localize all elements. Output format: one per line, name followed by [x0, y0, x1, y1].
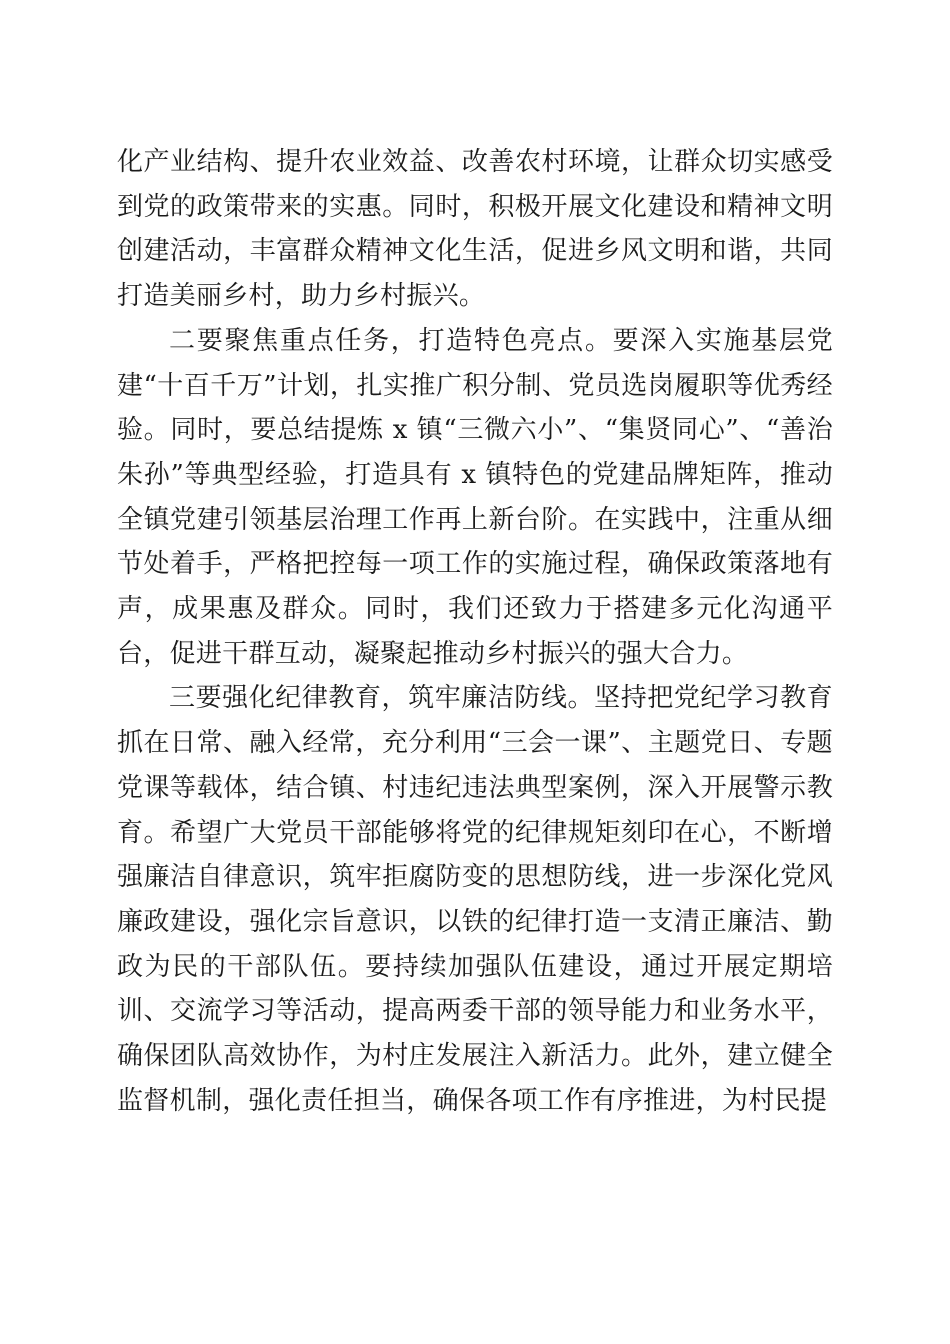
paragraph-2: 二要聚焦重点任务，打造特色亮点。要深入实施基层党建“十百千万”计划，扎实推广积分制、党员选岗履职等优秀经验。同时，要总结提炼 x 镇“三微六小”、“集贤同心”、“善治朱孙”等典型经验，打造具有 x 镇特色的党建品牌矩阵，推动全镇党建引领基层治理工作再上新台阶。在实践中，注重从细节处着手，严格把控每一项工作的实施过程，确保政策落地有声，成果惠及群众。同时，我们还致力于搭建多元化沟通平台，促进干群互动，凝聚起推动乡村振兴的强大合力。 — [117, 325, 833, 669]
body-text — [117, 140, 833, 1123]
paragraph-3: 三要强化纪律教育，筑牢廉洁防线。坚持把党纪学习教育抓在日常、融入经常，充分利用“三会一课”、主题党日、专题党课等载体，结合镇、村违纪违法典型案例，深入开展警示教育。希望广大党员干部能够将党的纪律规矩刻印在心，不断增强廉洁自律意识，筑牢拒腐防变的思想防线，进一步深化党风廉政建设，强化宗旨意识，以铁的纪律打造一支清正廉洁、勤政为民的干部队伍。要持续加强队伍建设，通过开展定期培训、交流学习等活动，提高两委干部的领导能力和业务水平，确保团队高效协作，为村庄发展注入新活力。此外，建立健全监督机制，强化责任担当，确保各项工作有序推进，为村民提 — [117, 683, 833, 1116]
paragraph-1: 化产业结构、提升农业效益、改善农村环境，让群众切实感受到党的政策带来的实惠。同时，积极开展文化建设和精神文明创建活动，丰富群众精神文化生活，促进乡风文明和谐，共同打造美丽乡村，助力乡村振兴。 — [117, 147, 833, 312]
